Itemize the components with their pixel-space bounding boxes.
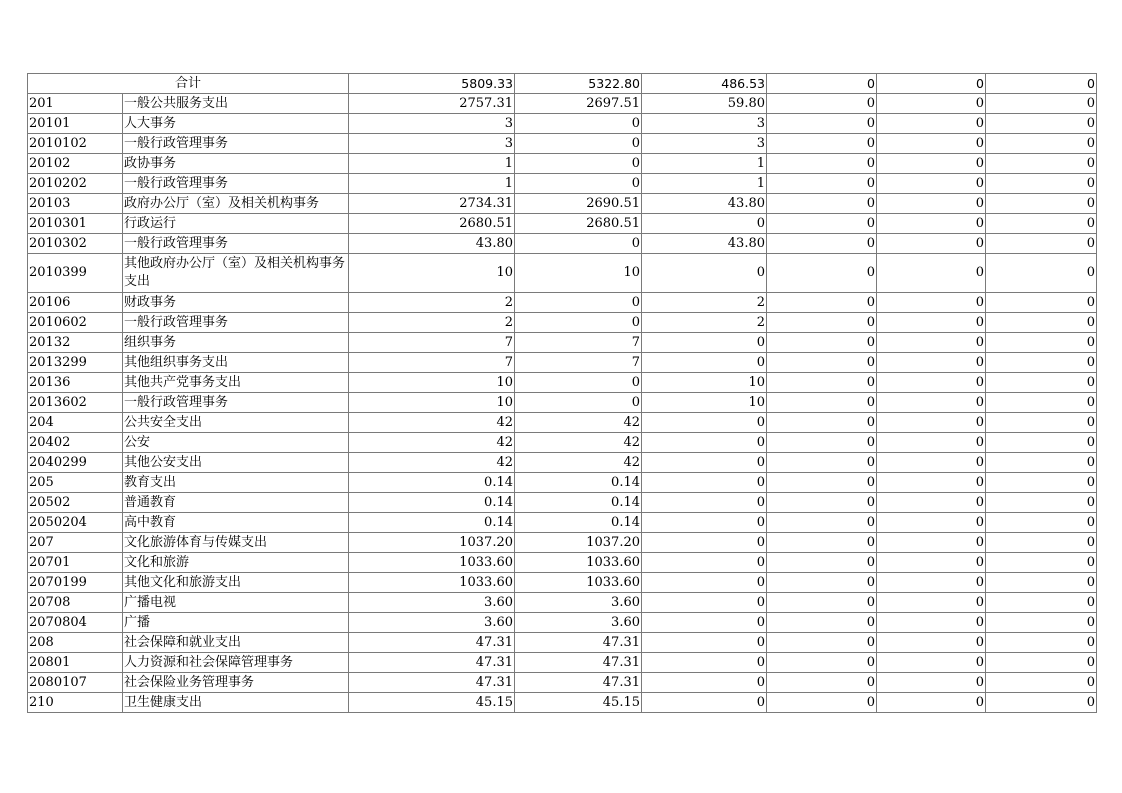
amount-cell: 0 xyxy=(877,393,986,413)
amount-cell: 42 xyxy=(349,433,515,453)
subject-code: 20402 xyxy=(28,433,123,453)
amount-cell: 0 xyxy=(642,673,767,693)
amount-cell: 0 xyxy=(767,353,877,373)
amount-cell: 0 xyxy=(877,254,986,293)
total-label: 合计 xyxy=(28,74,349,94)
amount-cell: 10 xyxy=(349,254,515,293)
table-row xyxy=(28,493,1097,513)
subject-code: 20132 xyxy=(28,333,123,353)
amount-cell: 0 xyxy=(515,393,642,413)
subject-code: 205 xyxy=(28,473,123,493)
subject-code: 20136 xyxy=(28,373,123,393)
amount-cell: 2 xyxy=(349,293,515,313)
table-row xyxy=(28,613,1097,633)
amount-cell: 0 xyxy=(877,353,986,373)
amount-cell: 0 xyxy=(877,373,986,393)
amount-cell: 0 xyxy=(642,553,767,573)
amount-cell: 0 xyxy=(986,533,1097,553)
table-row xyxy=(28,433,1097,453)
amount-cell: 0 xyxy=(986,313,1097,333)
amount-cell: 42 xyxy=(515,433,642,453)
amount-cell: 43.80 xyxy=(642,194,767,214)
subject-code: 207 xyxy=(28,533,123,553)
amount-cell: 0.14 xyxy=(515,473,642,493)
subject-name: 人大事务 xyxy=(123,114,349,134)
amount-cell: 47.31 xyxy=(515,633,642,653)
amount-cell: 2690.51 xyxy=(515,194,642,214)
total-value: 5322.80 xyxy=(515,74,642,94)
amount-cell: 0 xyxy=(515,234,642,254)
amount-cell: 0 xyxy=(877,613,986,633)
amount-cell: 0 xyxy=(986,553,1097,573)
amount-cell: 47.31 xyxy=(515,653,642,673)
amount-cell: 43.80 xyxy=(642,234,767,254)
subject-name: 人力资源和社会保障管理事务 xyxy=(123,653,349,673)
amount-cell: 7 xyxy=(349,353,515,373)
subject-name: 文化旅游体育与传媒支出 xyxy=(123,533,349,553)
amount-cell: 3 xyxy=(642,134,767,154)
amount-cell: 0 xyxy=(642,353,767,373)
table-row xyxy=(28,553,1097,573)
amount-cell: 10 xyxy=(515,254,642,293)
amount-cell: 7 xyxy=(515,353,642,373)
subject-code: 2010302 xyxy=(28,234,123,254)
amount-cell: 0 xyxy=(986,94,1097,114)
amount-cell: 2 xyxy=(349,313,515,333)
amount-cell: 0 xyxy=(515,313,642,333)
amount-cell: 2680.51 xyxy=(349,214,515,234)
subject-code: 2010102 xyxy=(28,134,123,154)
subject-code: 2040299 xyxy=(28,453,123,473)
amount-cell: 7 xyxy=(349,333,515,353)
amount-cell: 0 xyxy=(767,693,877,713)
amount-cell: 0 xyxy=(642,214,767,234)
subject-code: 20102 xyxy=(28,154,123,174)
subject-code: 20103 xyxy=(28,194,123,214)
amount-cell: 0 xyxy=(986,573,1097,593)
total-value: 0 xyxy=(877,74,986,94)
amount-cell: 0 xyxy=(642,593,767,613)
amount-cell: 0 xyxy=(767,333,877,353)
subject-name: 一般行政管理事务 xyxy=(123,134,349,154)
subject-code: 204 xyxy=(28,413,123,433)
amount-cell: 0 xyxy=(767,413,877,433)
amount-cell: 0 xyxy=(877,533,986,553)
amount-cell: 1037.20 xyxy=(515,533,642,553)
subject-name: 其他文化和旅游支出 xyxy=(123,573,349,593)
subject-name: 普通教育 xyxy=(123,493,349,513)
table-row xyxy=(28,413,1097,433)
table-row xyxy=(28,214,1097,234)
amount-cell: 0 xyxy=(877,493,986,513)
amount-cell: 0 xyxy=(767,613,877,633)
table-row xyxy=(28,313,1097,333)
amount-cell: 0 xyxy=(986,693,1097,713)
amount-cell: 0 xyxy=(986,613,1097,633)
subject-code: 2013602 xyxy=(28,393,123,413)
subject-name: 社会保障和就业支出 xyxy=(123,633,349,653)
amount-cell: 0 xyxy=(986,293,1097,313)
amount-cell: 0 xyxy=(986,493,1097,513)
amount-cell: 0 xyxy=(986,513,1097,533)
subject-name: 卫生健康支出 xyxy=(123,693,349,713)
table-row xyxy=(28,673,1097,693)
subject-name: 一般行政管理事务 xyxy=(123,174,349,194)
amount-cell: 0 xyxy=(767,373,877,393)
subject-name: 高中教育 xyxy=(123,513,349,533)
amount-cell: 0 xyxy=(642,413,767,433)
amount-cell: 0 xyxy=(642,693,767,713)
amount-cell: 0 xyxy=(986,234,1097,254)
amount-cell: 0 xyxy=(986,194,1097,214)
amount-cell: 0 xyxy=(767,593,877,613)
table-row xyxy=(28,194,1097,214)
amount-cell: 0 xyxy=(877,293,986,313)
amount-cell: 2734.31 xyxy=(349,194,515,214)
amount-cell: 0 xyxy=(767,194,877,214)
amount-cell: 1037.20 xyxy=(349,533,515,553)
amount-cell: 3 xyxy=(349,134,515,154)
subject-name: 公安 xyxy=(123,433,349,453)
amount-cell: 0 xyxy=(986,593,1097,613)
amount-cell: 0 xyxy=(767,513,877,533)
amount-cell: 47.31 xyxy=(349,653,515,673)
subject-name: 广播电视 xyxy=(123,593,349,613)
table-row xyxy=(28,633,1097,653)
amount-cell: 10 xyxy=(642,393,767,413)
subject-code: 2010301 xyxy=(28,214,123,234)
amount-cell: 0 xyxy=(642,433,767,453)
budget-table xyxy=(27,73,1097,713)
amount-cell: 0 xyxy=(767,154,877,174)
table-row xyxy=(28,293,1097,313)
subject-code: 201 xyxy=(28,94,123,114)
amount-cell: 47.31 xyxy=(515,673,642,693)
amount-cell: 0 xyxy=(986,673,1097,693)
amount-cell: 0.14 xyxy=(515,493,642,513)
amount-cell: 0 xyxy=(767,293,877,313)
amount-cell: 0 xyxy=(515,134,642,154)
amount-cell: 1033.60 xyxy=(349,553,515,573)
subject-name: 广播 xyxy=(123,613,349,633)
amount-cell: 0 xyxy=(986,633,1097,653)
amount-cell: 0 xyxy=(877,413,986,433)
amount-cell: 0 xyxy=(642,513,767,533)
amount-cell: 1 xyxy=(642,154,767,174)
subject-name: 行政运行 xyxy=(123,214,349,234)
amount-cell: 0 xyxy=(877,573,986,593)
amount-cell: 42 xyxy=(515,413,642,433)
amount-cell: 3 xyxy=(349,114,515,134)
amount-cell: 3.60 xyxy=(349,593,515,613)
amount-cell: 0 xyxy=(642,533,767,553)
amount-cell: 1 xyxy=(642,174,767,194)
amount-cell: 0 xyxy=(515,154,642,174)
amount-cell: 0 xyxy=(767,493,877,513)
total-value: 0 xyxy=(986,74,1097,94)
amount-cell: 0 xyxy=(877,333,986,353)
subject-name: 政协事务 xyxy=(123,154,349,174)
amount-cell: 0 xyxy=(986,333,1097,353)
amount-cell: 0 xyxy=(877,313,986,333)
amount-cell: 0 xyxy=(767,94,877,114)
table-row xyxy=(28,513,1097,533)
amount-cell: 0 xyxy=(877,194,986,214)
subject-name: 一般行政管理事务 xyxy=(123,393,349,413)
amount-cell: 0 xyxy=(877,214,986,234)
amount-cell: 0 xyxy=(642,453,767,473)
subject-name: 其他组织事务支出 xyxy=(123,353,349,373)
subject-code: 2013299 xyxy=(28,353,123,373)
amount-cell: 0 xyxy=(986,373,1097,393)
total-value: 5809.33 xyxy=(349,74,515,94)
amount-cell: 0 xyxy=(767,433,877,453)
amount-cell: 3.60 xyxy=(349,613,515,633)
amount-cell: 0 xyxy=(767,313,877,333)
amount-cell: 2697.51 xyxy=(515,94,642,114)
subject-name: 组织事务 xyxy=(123,333,349,353)
amount-cell: 0 xyxy=(877,693,986,713)
table-row xyxy=(28,154,1097,174)
table-row xyxy=(28,593,1097,613)
subject-code: 208 xyxy=(28,633,123,653)
subject-name: 公共安全支出 xyxy=(123,413,349,433)
table-row xyxy=(28,573,1097,593)
subject-name: 政府办公厅（室）及相关机构事务 xyxy=(123,194,349,214)
amount-cell: 45.15 xyxy=(349,693,515,713)
amount-cell: 0 xyxy=(986,114,1097,134)
amount-cell: 0 xyxy=(515,373,642,393)
amount-cell: 0 xyxy=(986,653,1097,673)
subject-code: 2010202 xyxy=(28,174,123,194)
amount-cell: 0 xyxy=(767,254,877,293)
subject-code: 2070804 xyxy=(28,613,123,633)
amount-cell: 0 xyxy=(642,653,767,673)
total-value: 0 xyxy=(767,74,877,94)
amount-cell: 0 xyxy=(767,553,877,573)
amount-cell: 1 xyxy=(349,154,515,174)
subject-code: 2010602 xyxy=(28,313,123,333)
table-row xyxy=(28,234,1097,254)
table-row xyxy=(28,114,1097,134)
amount-cell: 0 xyxy=(767,633,877,653)
subject-name: 文化和旅游 xyxy=(123,553,349,573)
amount-cell: 0 xyxy=(986,353,1097,373)
subject-code: 20708 xyxy=(28,593,123,613)
amount-cell: 0 xyxy=(767,533,877,553)
amount-cell: 0 xyxy=(986,254,1097,293)
amount-cell: 0 xyxy=(767,453,877,473)
subject-code: 20801 xyxy=(28,653,123,673)
amount-cell: 0.14 xyxy=(515,513,642,533)
subject-code: 2070199 xyxy=(28,573,123,593)
amount-cell: 0 xyxy=(767,573,877,593)
amount-cell: 0 xyxy=(767,393,877,413)
amount-cell: 0 xyxy=(986,413,1097,433)
subject-name: 社会保险业务管理事务 xyxy=(123,673,349,693)
amount-cell: 0 xyxy=(642,633,767,653)
amount-cell: 0 xyxy=(877,114,986,134)
amount-cell: 0 xyxy=(767,653,877,673)
table-row xyxy=(28,533,1097,553)
amount-cell: 43.80 xyxy=(349,234,515,254)
subject-name: 一般行政管理事务 xyxy=(123,234,349,254)
amount-cell: 2 xyxy=(642,293,767,313)
amount-cell: 0 xyxy=(877,673,986,693)
amount-cell: 0 xyxy=(877,154,986,174)
amount-cell: 47.31 xyxy=(349,633,515,653)
amount-cell: 42 xyxy=(349,453,515,473)
table-row xyxy=(28,693,1097,713)
amount-cell: 1033.60 xyxy=(515,553,642,573)
amount-cell: 59.80 xyxy=(642,94,767,114)
amount-cell: 0 xyxy=(877,174,986,194)
table-row xyxy=(28,473,1097,493)
amount-cell: 0 xyxy=(877,653,986,673)
amount-cell: 3.60 xyxy=(515,613,642,633)
subject-name: 其他公安支出 xyxy=(123,453,349,473)
amount-cell: 0 xyxy=(642,473,767,493)
amount-cell: 0 xyxy=(986,214,1097,234)
amount-cell: 0 xyxy=(767,134,877,154)
amount-cell: 2 xyxy=(642,313,767,333)
table-row xyxy=(28,353,1097,373)
amount-cell: 0 xyxy=(986,134,1097,154)
table-row xyxy=(28,333,1097,353)
subject-code: 20701 xyxy=(28,553,123,573)
table-row xyxy=(28,134,1097,154)
amount-cell: 0 xyxy=(642,254,767,293)
amount-cell: 0 xyxy=(642,573,767,593)
subject-name: 一般公共服务支出 xyxy=(123,94,349,114)
amount-cell: 0 xyxy=(986,174,1097,194)
amount-cell: 10 xyxy=(642,373,767,393)
amount-cell: 0 xyxy=(986,433,1097,453)
subject-code: 2080107 xyxy=(28,673,123,693)
amount-cell: 0 xyxy=(877,473,986,493)
amount-cell: 2680.51 xyxy=(515,214,642,234)
amount-cell: 0 xyxy=(642,493,767,513)
amount-cell: 0 xyxy=(877,513,986,533)
amount-cell: 0 xyxy=(877,453,986,473)
amount-cell: 0.14 xyxy=(349,473,515,493)
amount-cell: 2757.31 xyxy=(349,94,515,114)
amount-cell: 0 xyxy=(642,613,767,633)
amount-cell: 10 xyxy=(349,373,515,393)
amount-cell: 3 xyxy=(642,114,767,134)
subject-code: 2050204 xyxy=(28,513,123,533)
amount-cell: 0 xyxy=(877,553,986,573)
amount-cell: 0 xyxy=(767,114,877,134)
subject-name: 其他共产党事务支出 xyxy=(123,373,349,393)
amount-cell: 0 xyxy=(767,174,877,194)
table-row xyxy=(28,453,1097,473)
table-row xyxy=(28,393,1097,413)
amount-cell: 1033.60 xyxy=(515,573,642,593)
subject-name: 教育支出 xyxy=(123,473,349,493)
amount-cell: 0 xyxy=(767,473,877,493)
table-row xyxy=(28,373,1097,393)
amount-cell: 0 xyxy=(515,114,642,134)
amount-cell: 0 xyxy=(986,154,1097,174)
table-row xyxy=(28,174,1097,194)
subject-code: 210 xyxy=(28,693,123,713)
amount-cell: 0 xyxy=(642,333,767,353)
subject-code: 20101 xyxy=(28,114,123,134)
subject-name: 其他政府办公厅（室）及相关机构事务支出 xyxy=(123,254,349,293)
amount-cell: 1 xyxy=(349,174,515,194)
subject-code: 2010399 xyxy=(28,254,123,293)
subject-name: 一般行政管理事务 xyxy=(123,313,349,333)
amount-cell: 0 xyxy=(877,633,986,653)
amount-cell: 45.15 xyxy=(515,693,642,713)
amount-cell: 0 xyxy=(515,293,642,313)
amount-cell: 0.14 xyxy=(349,493,515,513)
amount-cell: 3.60 xyxy=(515,593,642,613)
amount-cell: 0 xyxy=(877,593,986,613)
amount-cell: 0 xyxy=(877,134,986,154)
table-row xyxy=(28,254,1097,293)
total-value: 486.53 xyxy=(642,74,767,94)
table-row xyxy=(28,653,1097,673)
amount-cell: 0 xyxy=(986,393,1097,413)
table-row xyxy=(28,94,1097,114)
amount-cell: 0 xyxy=(767,673,877,693)
total-row xyxy=(28,74,1097,94)
amount-cell: 0 xyxy=(877,433,986,453)
amount-cell: 0 xyxy=(877,94,986,114)
amount-cell: 0.14 xyxy=(349,513,515,533)
amount-cell: 1033.60 xyxy=(349,573,515,593)
subject-code: 20106 xyxy=(28,293,123,313)
amount-cell: 10 xyxy=(349,393,515,413)
amount-cell: 42 xyxy=(349,413,515,433)
amount-cell: 0 xyxy=(515,174,642,194)
subject-name: 财政事务 xyxy=(123,293,349,313)
amount-cell: 0 xyxy=(767,234,877,254)
amount-cell: 7 xyxy=(515,333,642,353)
amount-cell: 47.31 xyxy=(349,673,515,693)
subject-code: 20502 xyxy=(28,493,123,513)
amount-cell: 0 xyxy=(986,453,1097,473)
amount-cell: 42 xyxy=(515,453,642,473)
amount-cell: 0 xyxy=(767,214,877,234)
amount-cell: 0 xyxy=(877,234,986,254)
amount-cell: 0 xyxy=(986,473,1097,493)
